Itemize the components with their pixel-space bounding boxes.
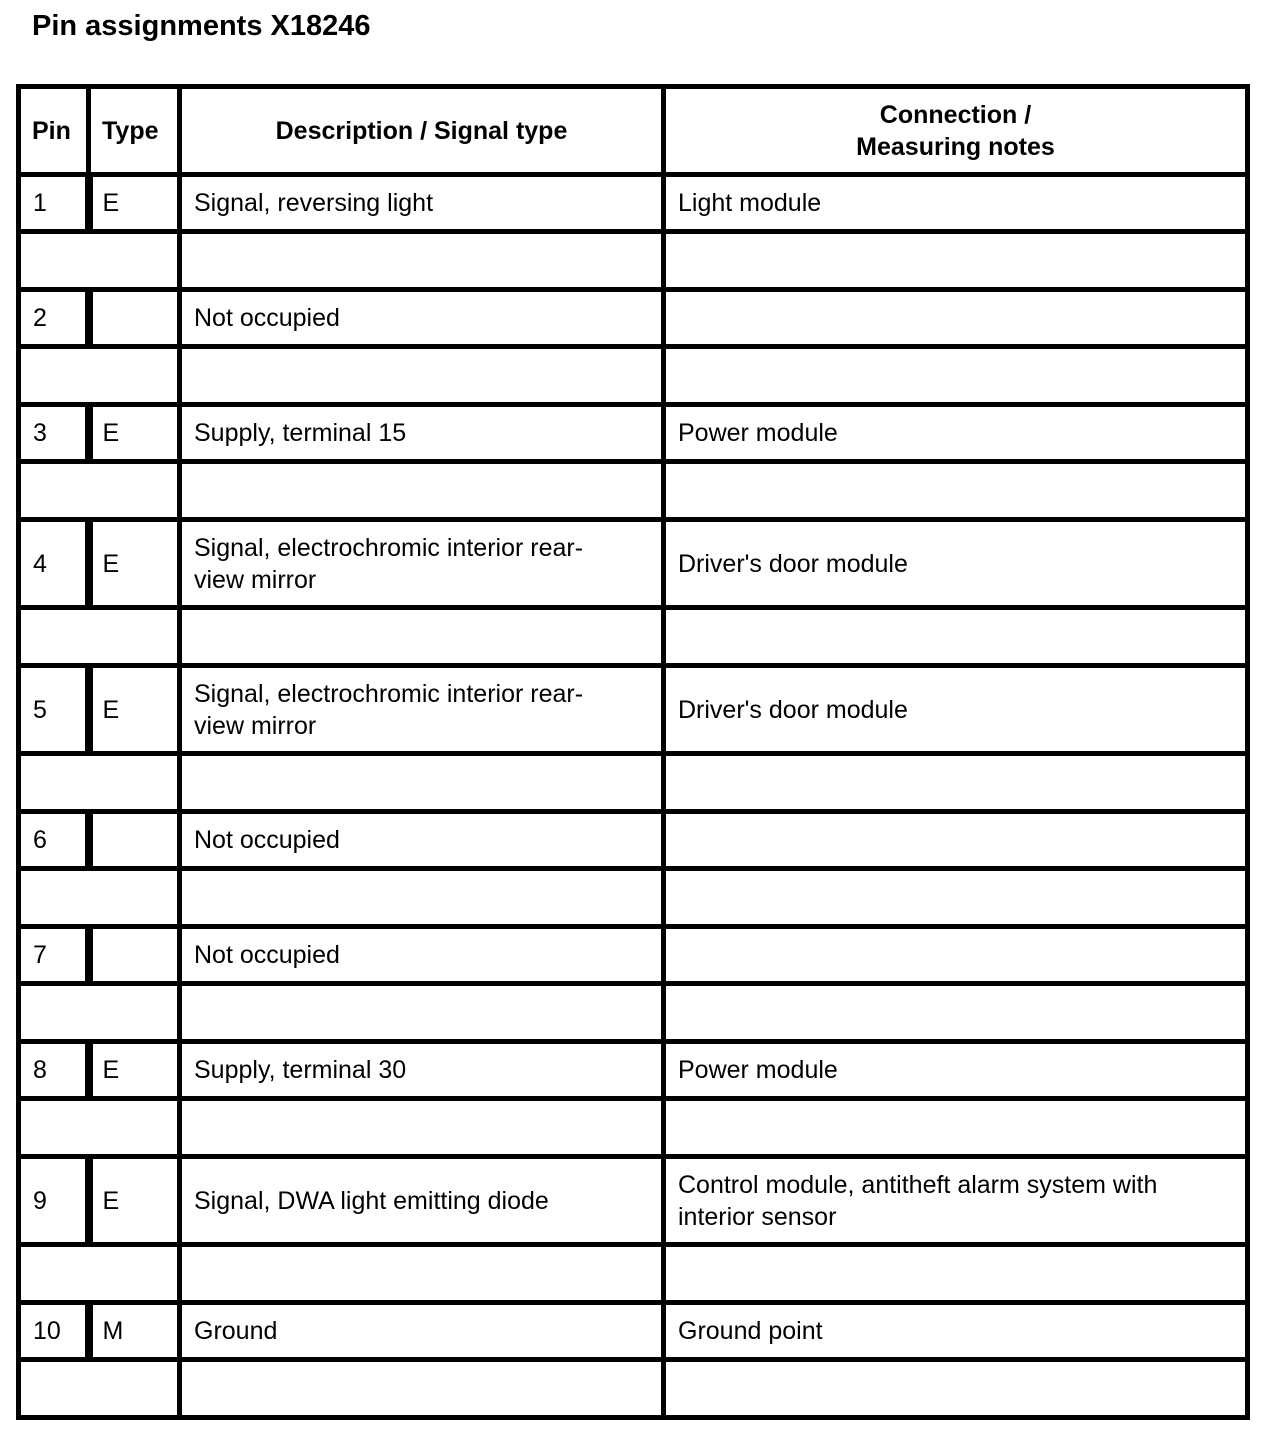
table-row bbox=[19, 1303, 1248, 1360]
type-cell: E bbox=[89, 1042, 180, 1099]
connection-cell bbox=[664, 927, 1248, 984]
spacer-row bbox=[19, 1245, 1248, 1303]
header-description: Description / Signal type bbox=[180, 87, 664, 175]
connection-cell: Ground point bbox=[664, 1303, 1248, 1360]
description-cell: Ground bbox=[180, 1303, 664, 1360]
connection-cell: Driver's door module bbox=[664, 520, 1248, 608]
type-cell bbox=[89, 812, 180, 869]
pin-assignment-table bbox=[16, 84, 1250, 1420]
description-cell: Supply, terminal 30 bbox=[180, 1042, 664, 1099]
type-cell bbox=[89, 290, 180, 347]
pin-cell: 8 bbox=[19, 1042, 89, 1099]
connection-line1: Control module, antitheft alarm system with bbox=[678, 1170, 1158, 1199]
spacer-row bbox=[19, 232, 1248, 290]
connection-cell: Power module bbox=[664, 405, 1248, 462]
connection-line2: interior sensor bbox=[678, 1202, 837, 1231]
type-cell: E bbox=[89, 1157, 180, 1245]
table-row bbox=[19, 1157, 1248, 1245]
pin-cell: 6 bbox=[19, 812, 89, 869]
pin-cell: 4 bbox=[19, 520, 89, 608]
description-cell: Not occupied bbox=[180, 290, 664, 347]
type-cell bbox=[89, 927, 180, 984]
pin-cell: 3 bbox=[19, 405, 89, 462]
connection-cell: Light module bbox=[664, 175, 1248, 232]
header-row bbox=[19, 87, 1248, 175]
description-cell bbox=[180, 520, 664, 608]
header-connection-line2: Measuring notes bbox=[856, 132, 1055, 161]
description-cell: Not occupied bbox=[180, 812, 664, 869]
table-row bbox=[19, 290, 1248, 347]
spacer-row bbox=[19, 462, 1248, 520]
type-cell: E bbox=[89, 405, 180, 462]
description-line2: view mirror bbox=[194, 711, 317, 740]
connection-cell: Power module bbox=[664, 1042, 1248, 1099]
spacer-row bbox=[19, 754, 1248, 812]
type-cell: E bbox=[89, 175, 180, 232]
description-line1: Signal, electrochromic interior rear- bbox=[194, 533, 584, 562]
pin-cell: 9 bbox=[19, 1157, 89, 1245]
table-row bbox=[19, 812, 1248, 869]
header-connection-line1: Connection / bbox=[879, 100, 1032, 129]
header-connection bbox=[664, 87, 1248, 175]
table-row bbox=[19, 927, 1248, 984]
table-row bbox=[19, 175, 1248, 232]
description-cell bbox=[180, 666, 664, 754]
table-row bbox=[19, 1042, 1248, 1099]
page-title: Pin assignments X18246 bbox=[32, 10, 371, 42]
type-cell: E bbox=[89, 520, 180, 608]
description-cell: Signal, DWA light emitting diode bbox=[180, 1157, 664, 1245]
spacer-row bbox=[19, 608, 1248, 666]
spacer-row bbox=[19, 1360, 1248, 1418]
pin-cell: 2 bbox=[19, 290, 89, 347]
description-line2: view mirror bbox=[194, 565, 317, 594]
connection-cell bbox=[664, 290, 1248, 347]
description-cell: Signal, reversing light bbox=[180, 175, 664, 232]
type-cell: E bbox=[89, 666, 180, 754]
spacer-row bbox=[19, 1099, 1248, 1157]
description-cell: Supply, terminal 15 bbox=[180, 405, 664, 462]
pin-cell: 5 bbox=[19, 666, 89, 754]
pin-cell: 1 bbox=[19, 175, 89, 232]
description-cell: Not occupied bbox=[180, 927, 664, 984]
connection-cell: Driver's door module bbox=[664, 666, 1248, 754]
spacer-row bbox=[19, 984, 1248, 1042]
table-row bbox=[19, 666, 1248, 754]
spacer-row bbox=[19, 347, 1248, 405]
pin-cell: 10 bbox=[19, 1303, 89, 1360]
header-type: Type bbox=[89, 87, 180, 175]
connection-cell bbox=[664, 812, 1248, 869]
pin-cell: 7 bbox=[19, 927, 89, 984]
type-cell: M bbox=[89, 1303, 180, 1360]
table-row bbox=[19, 520, 1248, 608]
description-line1: Signal, electrochromic interior rear- bbox=[194, 679, 584, 708]
header-pin: Pin bbox=[19, 87, 89, 175]
connection-cell bbox=[664, 1157, 1248, 1245]
table-row bbox=[19, 405, 1248, 462]
spacer-row bbox=[19, 869, 1248, 927]
